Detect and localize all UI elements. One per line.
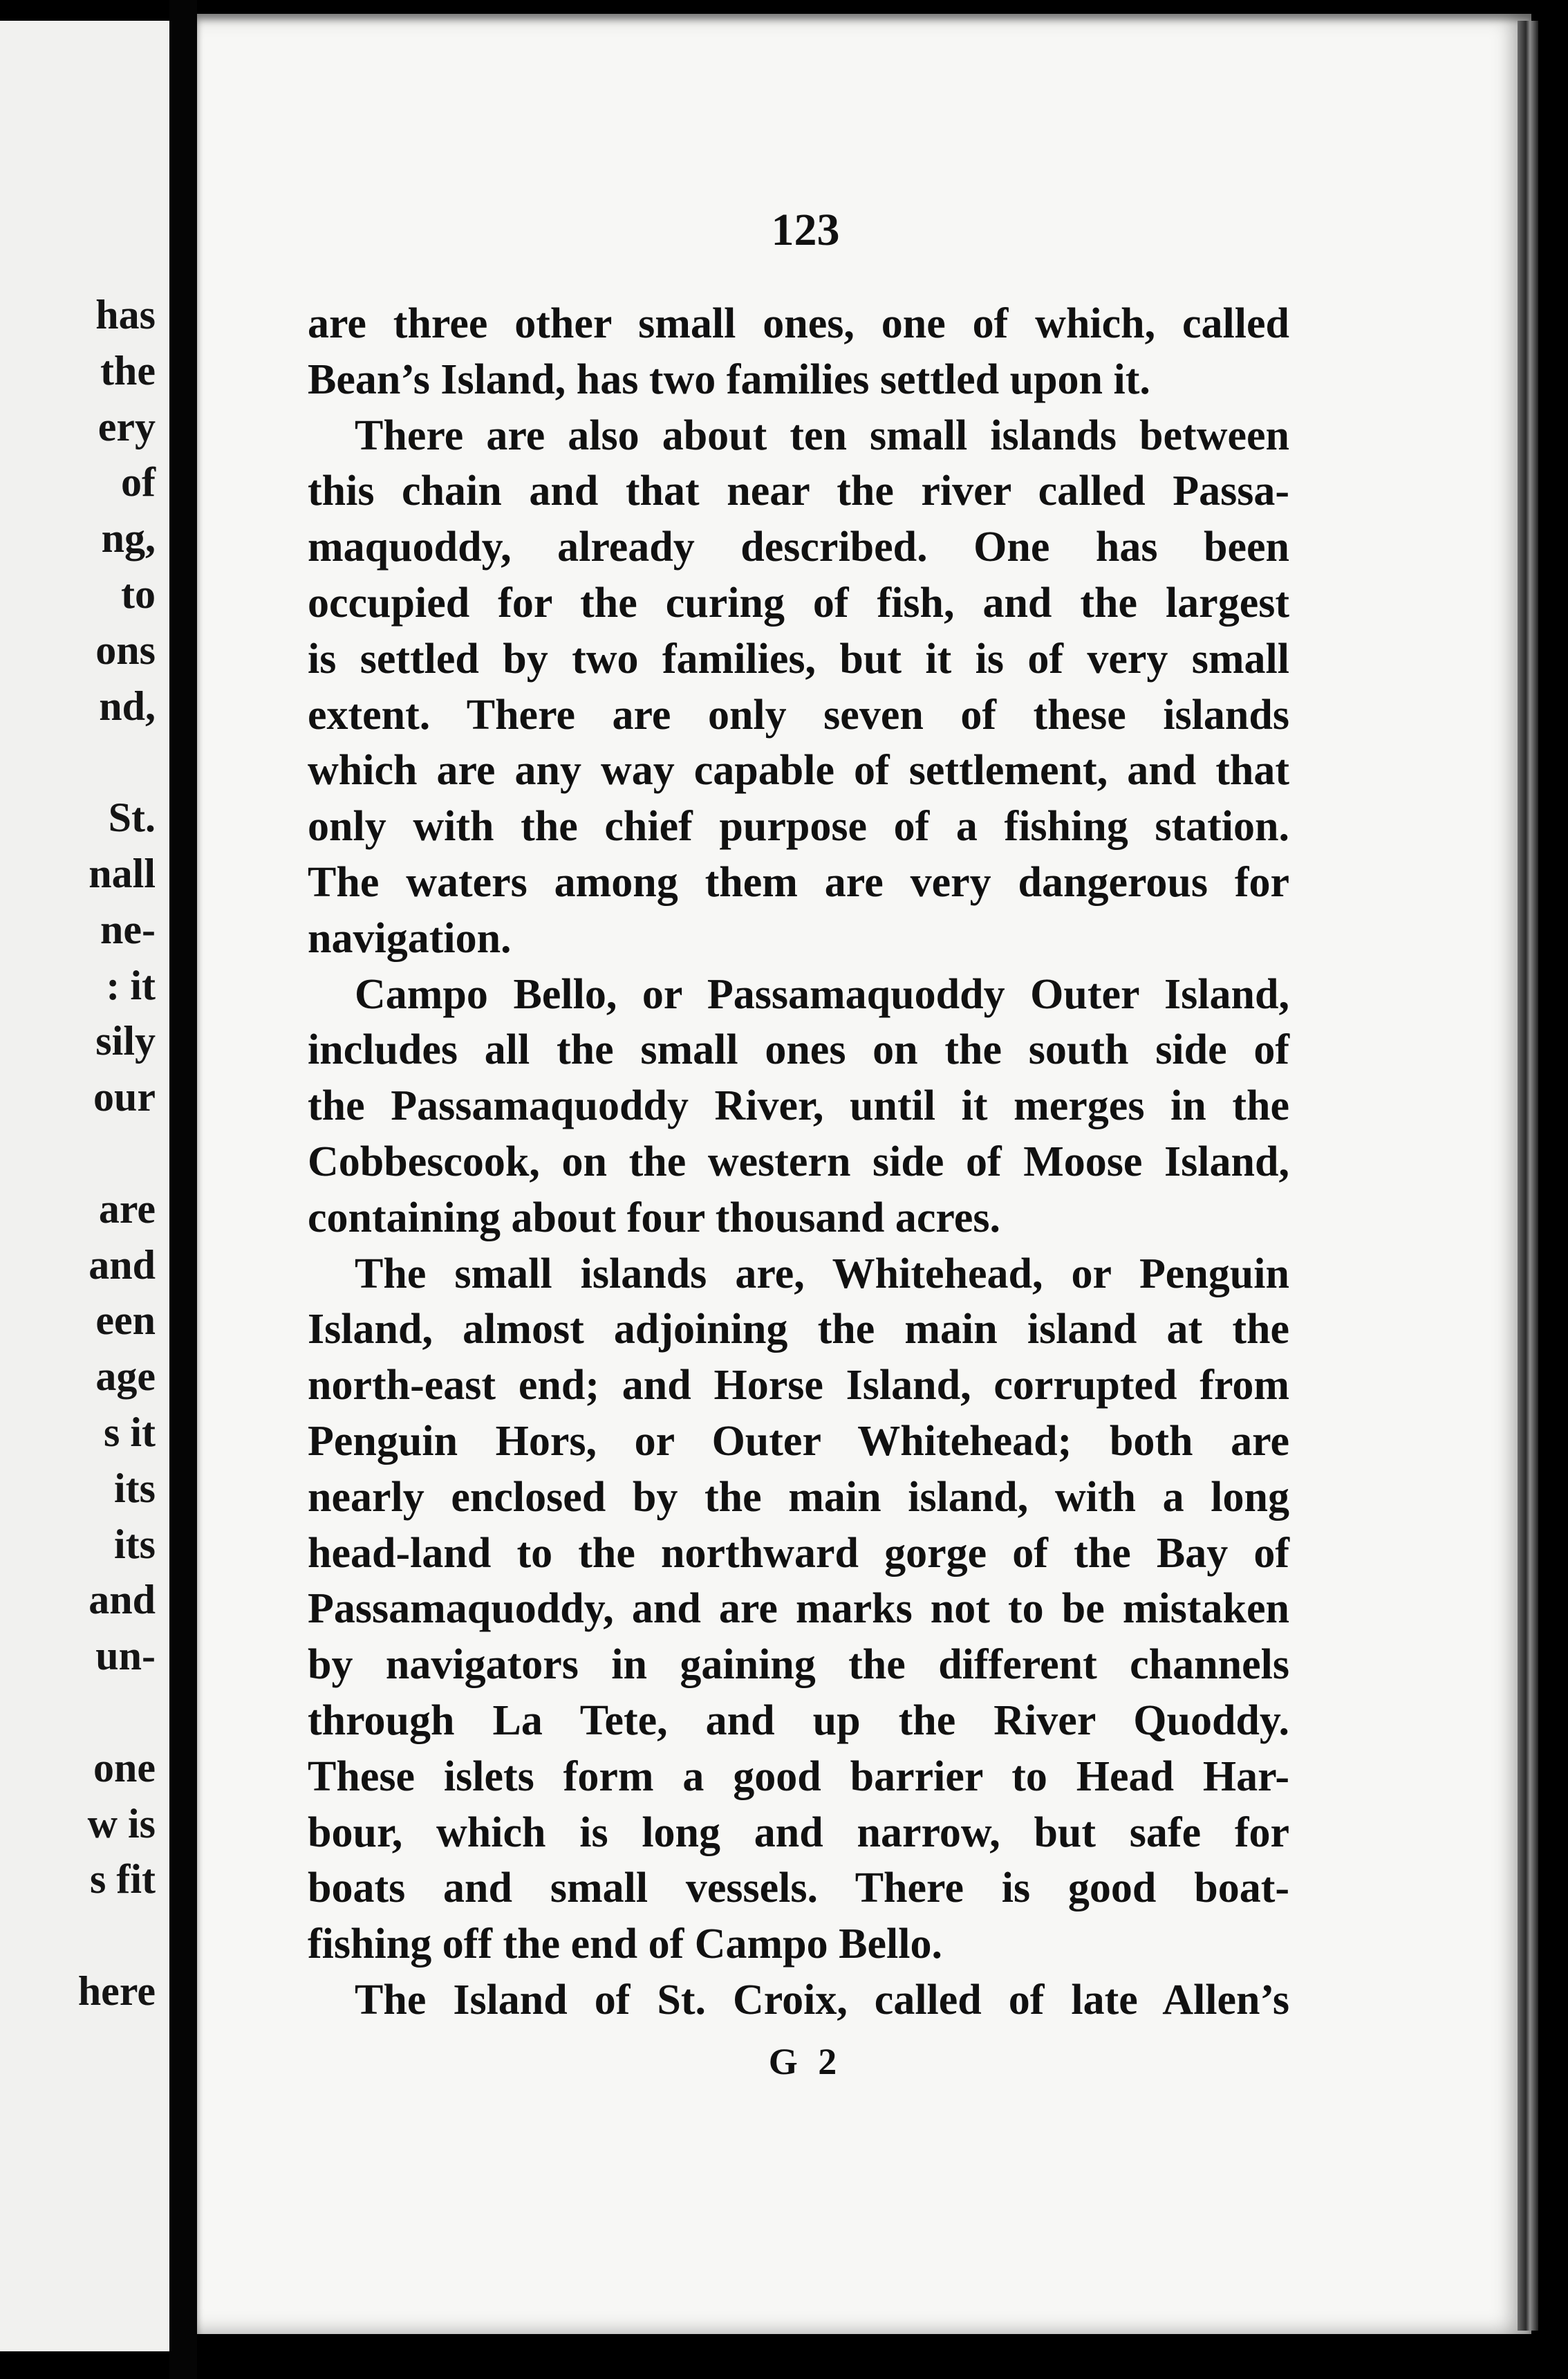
left-page-fragment: are — [98, 1185, 156, 1232]
text-line: this chain and that near the river called Passa- — [308, 468, 1289, 515]
left-page-fragment: w is — [87, 1800, 156, 1846]
text-line: the Passamaquoddy River, until it merges in the — [308, 1082, 1289, 1130]
text-line: nearly enclosed by the main island, with a long — [308, 1473, 1289, 1521]
left-page-fragment: the — [100, 347, 156, 394]
text-line: head-land to the northward gorge of the Bay of — [308, 1529, 1289, 1577]
left-page-fragment: St. — [108, 795, 156, 841]
left-page-fragment: and — [88, 1577, 156, 1623]
left-page-fragment: our — [93, 1074, 156, 1120]
left-page-fragment: ery — [97, 403, 156, 450]
left-page-fragment: its — [114, 1465, 156, 1511]
text-line: are three other small ones, one of which, called — [308, 300, 1289, 347]
text-line: maquoddy, already described. One has been — [308, 524, 1289, 571]
left-page-fragment: s fit — [90, 1856, 156, 1903]
text-line: The small islands are, Whitehead, or Penguin — [355, 1250, 1289, 1297]
left-page-fragment: age — [95, 1353, 156, 1400]
left-page-fragment: nd, — [99, 683, 156, 729]
left-page-fragment: s it — [104, 1409, 156, 1455]
left-page-fragment: ons — [95, 627, 156, 673]
text-line: fishing off the end of Campo Bello. — [308, 1920, 942, 1968]
left-page-fragment: has — [95, 292, 156, 337]
left-page-fragment: one — [93, 1744, 156, 1790]
left-page-fragment: un- — [95, 1633, 156, 1679]
text-line: The waters among them are very dangerous for — [308, 858, 1289, 906]
left-page-fragment: to — [121, 571, 156, 617]
text-line: occupied for the curing of fish, and the largest — [308, 579, 1289, 627]
text-line: These islets form a good barrier to Head Har- — [308, 1752, 1289, 1800]
text-line: Penguin Hors, or Outer Whitehead; both are — [308, 1417, 1289, 1465]
text-line: Island, almost adjoining the main island at the — [308, 1306, 1289, 1353]
text-line: There are also about ten small islands between — [355, 411, 1289, 459]
left-page-fragment: sily — [95, 1018, 156, 1064]
left-page-fragment: its — [114, 1521, 156, 1567]
left-page-fragment: of — [121, 459, 156, 506]
text-line: Cobbescook, on the western side of Moose Island, — [308, 1138, 1289, 1185]
left-facing-page — [0, 21, 169, 2351]
text-line: extent. There are only seven of these islands — [308, 691, 1289, 739]
text-line: through La Tete, and up the River Quoddy. — [308, 1696, 1289, 1744]
text-line: includes all the small ones on the south side of — [308, 1026, 1289, 1074]
text-line: boats and small vessels. There is good boat- — [308, 1864, 1289, 1912]
text-line: navigation. — [308, 914, 512, 962]
left-page-fragment: here — [77, 1968, 156, 2014]
text-line: bour, which is long and narrow, but safe for — [308, 1808, 1289, 1856]
text-line: only with the chief purpose of a fishing station. — [308, 803, 1289, 851]
page-text — [308, 296, 1289, 2028]
text-line: Passamaquoddy, and are marks not to be mistaken — [308, 1585, 1289, 1633]
signature-mark: G 2 — [768, 2041, 843, 2082]
text-line: Campo Bello, or Passamaquoddy Outer Island, — [355, 970, 1289, 1018]
left-page-fragment: ng, — [101, 515, 156, 562]
left-page-fragment: een — [95, 1297, 156, 1344]
book-gutter — [169, 0, 197, 2379]
text-line: by navigators in gaining the different channels — [308, 1641, 1289, 1689]
text-line: is settled by two families, but it is of very small — [308, 635, 1289, 683]
text-line: containing about four thousand acres. — [308, 1194, 1000, 1241]
text-line: north-east end; and Horse Island, corrupted from — [308, 1362, 1289, 1409]
left-page-fragment: nall — [88, 851, 156, 896]
left-page-fragment: and — [88, 1241, 156, 1288]
left-page-fragment: ne- — [100, 906, 156, 952]
text-line: which are any way capable of settlement, and that — [308, 747, 1289, 795]
left-page-fragment: : it — [106, 962, 156, 1008]
page-number: 123 — [771, 205, 840, 255]
text-line: The Island of St. Croix, called of late Allen’s — [355, 1976, 1289, 2024]
page-edge — [1518, 21, 1538, 2331]
text-line: Bean’s Island, has two families settled upon it. — [308, 355, 1150, 403]
